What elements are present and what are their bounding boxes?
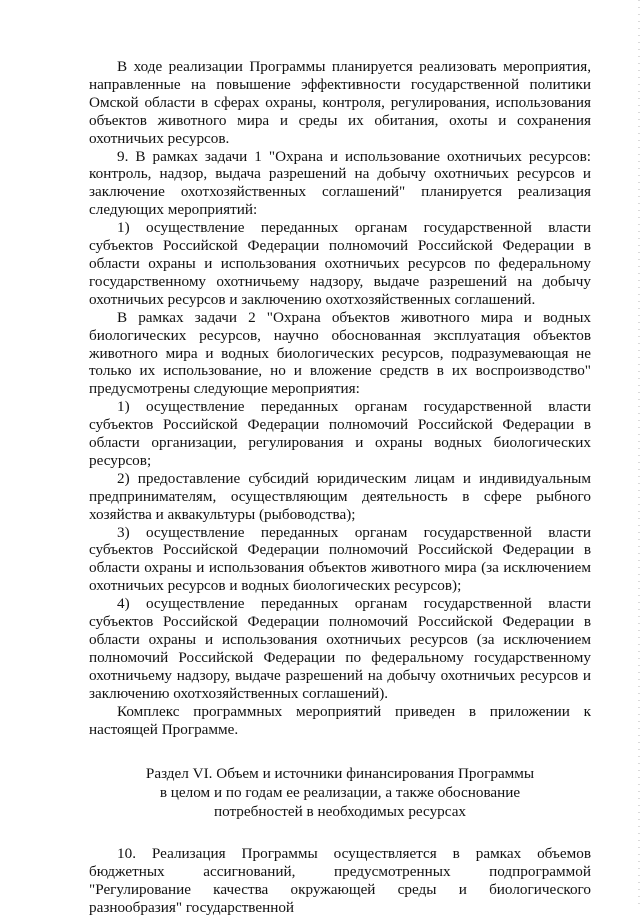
section-heading: [89, 765, 591, 821]
paragraph-appendix-note: Комплекс программных мероприятий приведен в приложении к настоящей Программе.: [89, 702, 591, 738]
paragraph-task1-measure-1: 1) осуществление переданных органам государственной власти субъектов Российской Федерации полномочий Российской Федерации в области охраны и использования охотничьих ресурсов по федеральному государственному охотничьему надзору, выдаче разрешений на добычу охотничьих ресурсов и заключению охотхозяйственных соглашений.: [89, 219, 591, 308]
paragraph-task2-measure-4: 4) осуществление переданных органам государственной власти субъектов Российской Федерации полномочий Российской Федерации в области охраны и использования охотничьих ресурсов (за исключением полномочий Российской Федерации по федеральному государственному охотничьему надзору, выдаче разрешений на добычу охотничьих ресурсов и заключению охотхозяйственных соглашений).: [89, 595, 591, 702]
paragraph-item-10: 10. Реализация Программы осуществляется в рамках объемов бюджетных ассигнований, предусмотренных подпрограммой "Регулирование качества окружающей среды и биологического разнообразия" государственной: [89, 845, 591, 916]
paragraph-task2: В рамках задачи 2 "Охрана объектов животного мира и водных биологических ресурсов, научно обоснованная эксплуатация объектов животного мира и водных биологических ресурсов, подразумевающая не только их использование, но и вложение средств в их воспроизводство" предусмотрены следующие мероприятия:: [89, 308, 591, 398]
paragraph-task2-measure-1: 1) осуществление переданных органам государственной власти субъектов Российской Федерации полномочий Российской Федерации в области организации, регулирования и охраны водных биологических ресурсов;: [89, 398, 591, 469]
section-heading-line-3: потребностей в необходимых ресурсах: [213, 802, 467, 820]
document-body: [89, 58, 591, 917]
section-heading-line-2: в целом и по годам ее реализации, а также обоснование: [159, 784, 521, 802]
paragraph-intro: В ходе реализации Программы планируется реализовать мероприятия, направленные на повышение эффективности государственной политики Омской области в сферах охраны, контроля, регулирования, использования объектов животного мира и среды их обитания, охоты и сохранения охотничьих ресурсов.: [89, 58, 591, 147]
paragraph-task2-measure-2: 2) предоставление субсидий юридическим лицам и индивидуальным предпринимателям, осуществляющим деятельность в сфере рыбного хозяйства и аквакультуры (рыбоводства);: [89, 469, 591, 523]
paragraph-task2-measure-3: 3) осуществление переданных органам государственной власти субъектов Российской Федерации полномочий Российской Федерации в области охраны и использования объектов животного мира (за исключением охотничьих ресурсов и водных биологических ресурсов);: [89, 523, 591, 595]
section-heading-line-1: Раздел VI. Объем и источники финансирования Программы: [145, 765, 535, 783]
paragraph-item-9: 9. В рамках задачи 1 "Охрана и использование охотничьих ресурсов: контроль, надзор, выдача разрешений на добычу охотничьих ресурсов и заключение охотхозяйственных соглашений" планируется реализация следующих мероприятий:: [89, 147, 591, 219]
